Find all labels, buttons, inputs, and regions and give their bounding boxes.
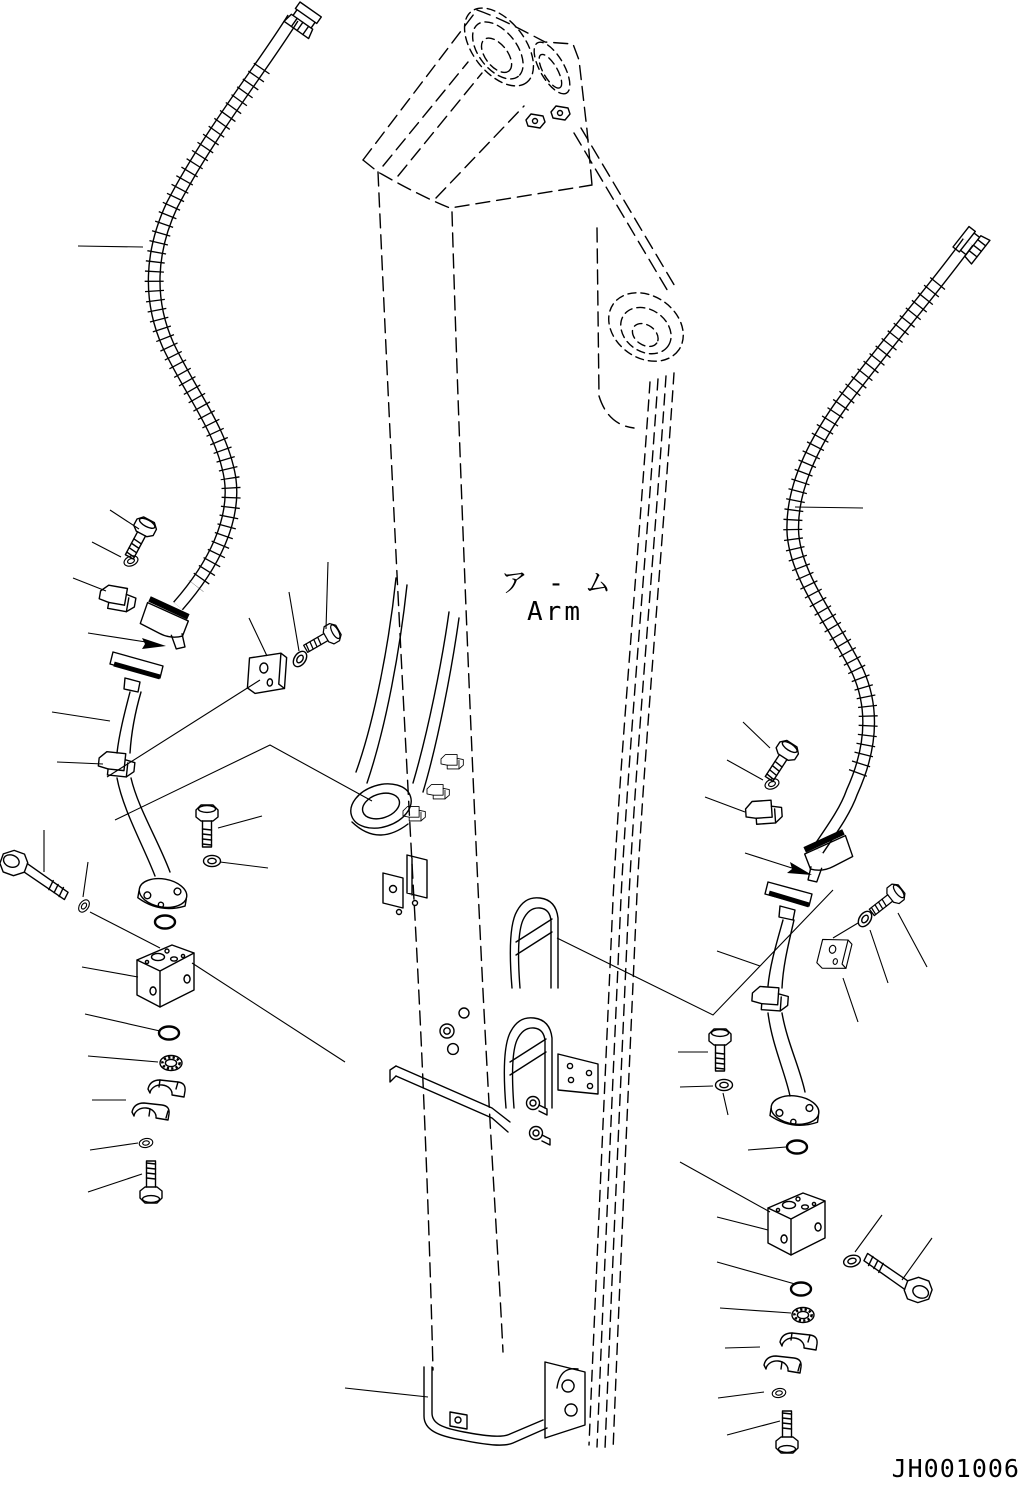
plain-washer bbox=[204, 855, 221, 866]
arm-label-en: Arm bbox=[527, 597, 583, 627]
small-washer bbox=[76, 898, 91, 914]
o-ring bbox=[155, 916, 175, 929]
small-washer bbox=[139, 1137, 154, 1148]
hex-bolt bbox=[120, 515, 159, 562]
spring-washer bbox=[123, 554, 140, 568]
clamp-block bbox=[427, 785, 449, 799]
o-ring bbox=[787, 1141, 807, 1154]
clevis-nut-boss bbox=[526, 106, 570, 128]
o-ring bbox=[159, 1027, 179, 1040]
top-pivot-boss bbox=[451, 0, 547, 98]
mounting-plate-bracket bbox=[816, 934, 853, 974]
long-hex-bolt bbox=[857, 1253, 936, 1306]
pipe-boss bbox=[345, 776, 417, 835]
right-hose-end-fitting bbox=[799, 831, 857, 884]
guard-bracket-upper bbox=[510, 898, 558, 988]
grommet-ring bbox=[792, 1308, 814, 1323]
right-hydraulic-hose bbox=[793, 225, 990, 884]
elbow-base-flange bbox=[769, 1093, 821, 1128]
left-hydraulic-hose bbox=[136, 1, 322, 651]
leader-lines bbox=[44, 246, 932, 1435]
hidden-hydraulic-piping bbox=[589, 373, 674, 1451]
hex-bolt-vertical bbox=[776, 1411, 798, 1453]
arm-label-ja: ア - ム bbox=[500, 568, 614, 599]
washer bbox=[291, 649, 310, 669]
hex-bolt-vertical bbox=[709, 1029, 731, 1071]
arm-right-edge bbox=[597, 228, 634, 428]
small-washer bbox=[772, 1387, 787, 1398]
bar-bolt bbox=[527, 1097, 548, 1116]
secondary-boss bbox=[527, 37, 577, 99]
arm-side-boss bbox=[595, 279, 696, 376]
long-hex-bolt bbox=[0, 847, 75, 900]
drawing-number: JH001006 bbox=[891, 1454, 1020, 1483]
split-pipe-clamp bbox=[764, 1333, 817, 1373]
elbow-base-flange bbox=[137, 875, 189, 912]
clamp-block bbox=[441, 755, 463, 769]
assembly-arrow bbox=[88, 633, 166, 649]
tube-clamp bbox=[751, 986, 789, 1011]
tube-clamp bbox=[97, 751, 135, 778]
hex-bolt-angled bbox=[301, 621, 344, 657]
arm-inner-edge bbox=[452, 212, 503, 1352]
bar-bolt bbox=[530, 1127, 551, 1146]
mounting-bar bbox=[390, 1008, 550, 1145]
drilled-plate bbox=[558, 1054, 598, 1094]
valve-block bbox=[137, 945, 194, 1007]
assembly-arrow bbox=[745, 853, 812, 875]
o-ring bbox=[791, 1283, 811, 1296]
spring-washer bbox=[764, 777, 781, 791]
split-pipe-clamp bbox=[132, 1080, 185, 1120]
bottom-guard-band bbox=[424, 1362, 585, 1445]
valve-block bbox=[768, 1193, 825, 1255]
arm-weldment bbox=[345, 0, 697, 1451]
hose-clamp-block bbox=[98, 584, 137, 613]
hex-bolt-vertical bbox=[196, 805, 218, 847]
arm-left-edge bbox=[378, 172, 433, 1370]
hose-clamp-block bbox=[745, 799, 783, 824]
arm-top-clevis bbox=[363, 0, 592, 208]
washer bbox=[842, 1253, 861, 1268]
link-fork bbox=[345, 578, 463, 915]
plain-washer bbox=[716, 1079, 733, 1090]
right-elbow-tube bbox=[751, 882, 820, 1154]
left-parts-group bbox=[0, 515, 343, 1203]
guard-bracket-lower bbox=[504, 1018, 552, 1108]
grommet-ring bbox=[160, 1056, 182, 1071]
hex-bolt-vertical bbox=[140, 1161, 162, 1203]
mounting-plate-bracket bbox=[247, 651, 287, 695]
